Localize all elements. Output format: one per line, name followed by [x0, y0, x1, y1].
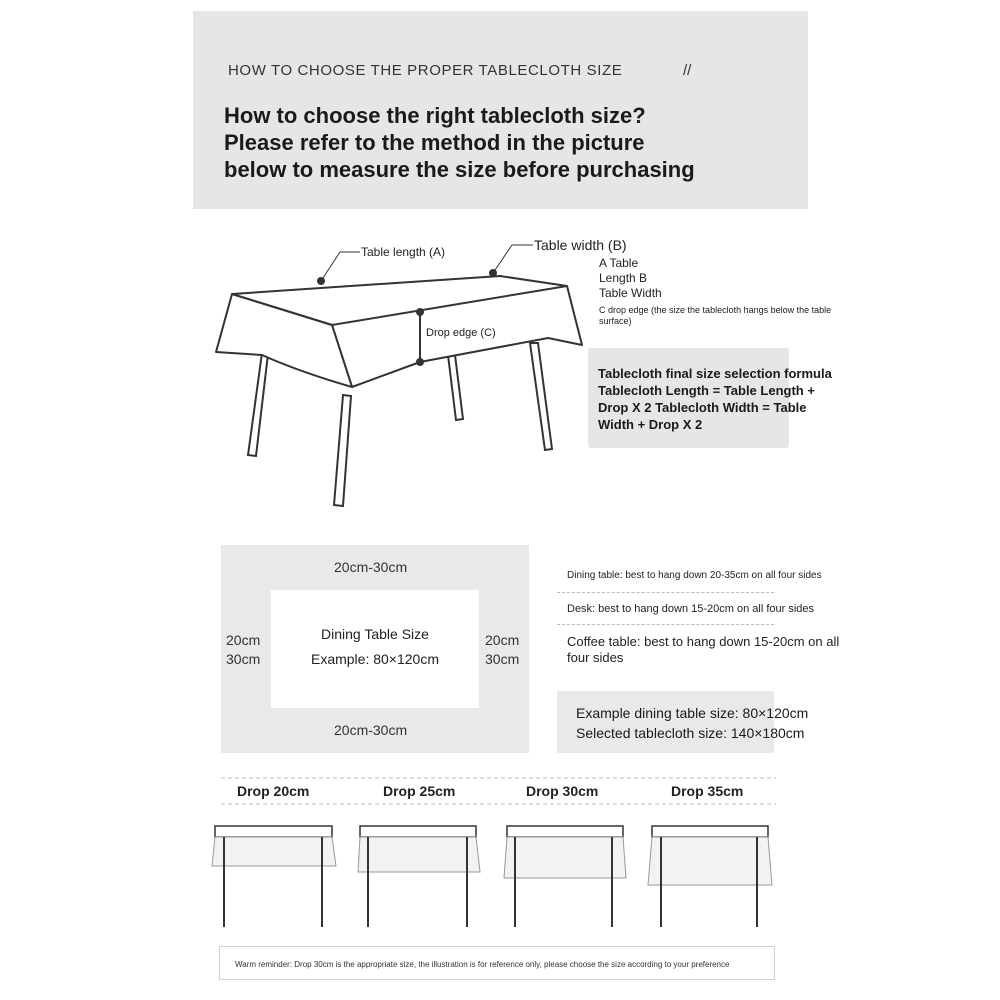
tip-divider: [557, 592, 774, 593]
dim-right-line: 30cm: [485, 651, 520, 667]
formula-line: Drop X 2 Tablecloth Width = Table: [598, 400, 807, 415]
drop-label: Drop 20cm: [237, 783, 310, 799]
width-marker: [489, 269, 497, 277]
example-line: Selected tablecloth size: 140×180cm: [576, 725, 805, 741]
header-slashes: //: [683, 62, 692, 79]
legend: [599, 256, 662, 301]
label-table-length: Table length (A): [361, 245, 446, 259]
mini-table-drop-20: [212, 826, 336, 927]
dim-bottom: 20cm-30cm: [334, 722, 408, 738]
tip-coffee-line: Coffee table: best to hang down 15-20cm on all: [567, 634, 840, 649]
table-leg: [334, 395, 351, 506]
dim-left: [226, 631, 260, 669]
formula-line: Tablecloth final size selection formula: [598, 366, 832, 381]
header-question-line: below to measure the size before purchasing: [224, 157, 695, 182]
example-text: [576, 703, 808, 743]
dim-top: 20cm-30cm: [334, 559, 408, 575]
formula-text: [598, 365, 868, 433]
tip-coffee-line: four sides: [567, 650, 624, 665]
length-marker: [317, 277, 325, 285]
tip-coffee: [567, 634, 867, 666]
mini-table-drop-35: [648, 826, 772, 927]
formula-line: Width + Drop X 2: [598, 417, 703, 432]
dim-left-line: 30cm: [226, 651, 261, 667]
tip-desk: Desk: best to hang down 15-20cm on all four sides: [567, 603, 815, 615]
drop-label: Drop 35cm: [671, 783, 744, 799]
length-leader: [321, 252, 340, 281]
dim-left-line: 20cm: [226, 632, 261, 648]
table-leg: [448, 355, 463, 420]
header-question-line: How to choose the right tablecloth size?: [224, 103, 646, 128]
drop-marker-top: [416, 308, 424, 316]
mini-table-drop-30: [504, 826, 626, 927]
example-line: Example dining table size: 80×120cm: [576, 705, 809, 721]
dim-right-line: 20cm: [485, 632, 520, 648]
legend-length-b: Length B: [599, 271, 648, 285]
header-kicker: HOW TO CHOOSE THE PROPER TABLECLOTH SIZE: [228, 62, 623, 79]
warm-reminder-box: [219, 946, 775, 980]
formula-box: [588, 348, 832, 448]
legend-width: Table Width: [599, 286, 662, 300]
dining-table-box: [271, 590, 479, 708]
header-question-line: Please refer to the method in the picture: [224, 130, 645, 155]
label-drop-edge: Drop edge (C): [426, 327, 496, 339]
drop-marker-bottom: [416, 358, 424, 366]
example-box: [557, 691, 809, 753]
tip-dining: Dining table: best to hang down 20-35cm on all four sides: [567, 570, 822, 581]
drop-label: Drop 25cm: [383, 783, 456, 799]
drop-label: Drop 30cm: [526, 783, 599, 799]
dining-size-frame: [221, 545, 529, 753]
mini-table-drop-25: [358, 826, 480, 927]
tip-divider: [557, 624, 774, 625]
label-table-width: Table width (B): [534, 237, 627, 253]
dining-example: Example: 80×120cm: [310, 651, 440, 667]
legend-c-line: surface): [599, 316, 632, 326]
legend-a: A Table: [599, 256, 639, 270]
warm-reminder-text: Warm reminder: Drop 30cm is the appropriate size, the illustration is for reference only, please choose the size according to your preference: [235, 960, 730, 969]
width-leader: [493, 245, 512, 273]
table-leg: [530, 343, 552, 450]
legend-c-line: C drop edge (the size the tablecloth hangs below the table: [599, 305, 832, 315]
table-leg: [248, 353, 268, 456]
dining-title: Dining Table Size: [321, 626, 429, 642]
dim-right: [485, 631, 519, 669]
formula-line: Tablecloth Length = Table Length +: [598, 383, 815, 398]
legend-c: [599, 305, 879, 327]
